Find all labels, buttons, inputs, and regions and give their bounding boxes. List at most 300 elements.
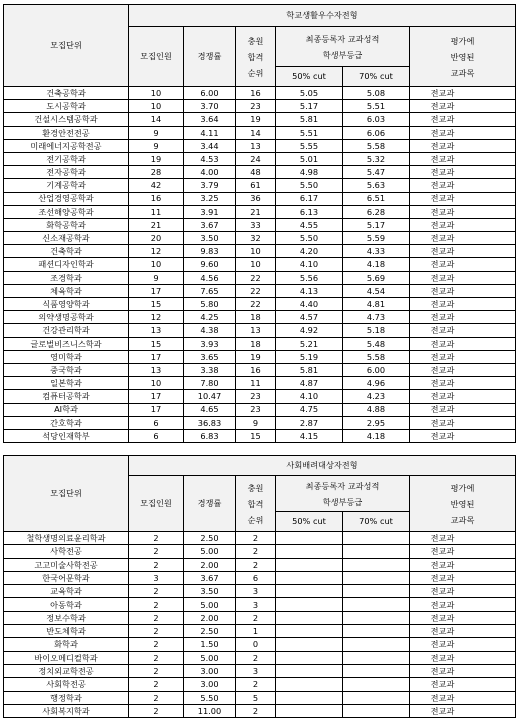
admission-table-social-care: [3, 455, 516, 718]
rank-cell: 14: [236, 126, 276, 139]
header-grade-line2: 학생부등급: [322, 496, 363, 507]
unit-cell: 화학과: [4, 638, 129, 651]
reflected-cell: 전교과: [410, 416, 516, 429]
unit-cell: 체육학과: [4, 284, 129, 297]
reflected-cell: 전교과: [410, 298, 516, 311]
cut70-cell: [343, 585, 410, 598]
cut50-cell: 2.87: [276, 416, 343, 429]
header-cut50: 50% cut: [276, 67, 343, 87]
header-count: 모집인원: [129, 476, 184, 532]
rank-cell: 2: [236, 704, 276, 717]
header-rank-line2: 합격: [247, 498, 264, 509]
rank-cell: 3: [236, 598, 276, 611]
cut70-cell: 5.47: [343, 166, 410, 179]
cut50-cell: 4.57: [276, 311, 343, 324]
unit-cell: 바이오메디컬학과: [4, 651, 129, 664]
cut70-cell: 6.51: [343, 192, 410, 205]
unit-cell: 일본학과: [4, 377, 129, 390]
header-rank-line3: 순위: [247, 514, 264, 525]
cut70-cell: [343, 704, 410, 717]
table-row: [4, 179, 516, 192]
unit-cell: 간호학과: [4, 416, 129, 429]
rate-cell: 2.50: [184, 625, 236, 638]
rate-cell: 3.70: [184, 100, 236, 113]
rate-cell: 5.00: [184, 545, 236, 558]
table-row: [4, 113, 516, 126]
cut50-cell: [276, 691, 343, 704]
cut50-cell: [276, 611, 343, 624]
cut70-cell: [343, 532, 410, 545]
cut50-cell: 4.87: [276, 377, 343, 390]
cut70-cell: 4.73: [343, 311, 410, 324]
cut50-cell: 4.15: [276, 429, 343, 442]
table-body: [4, 532, 516, 718]
table-row: [4, 245, 516, 258]
rate-cell: 3.93: [184, 337, 236, 350]
header-grade-line2: 학생부등급: [322, 49, 363, 60]
count-cell: 14: [129, 113, 184, 126]
rate-cell: 4.11: [184, 126, 236, 139]
rate-cell: 2.50: [184, 532, 236, 545]
header-cut70: 70% cut: [343, 512, 410, 532]
table-row: [4, 311, 516, 324]
rate-cell: 3.00: [184, 678, 236, 691]
table-row: [4, 139, 516, 152]
cut70-cell: [343, 571, 410, 584]
table-row: [4, 585, 516, 598]
count-cell: 17: [129, 390, 184, 403]
rate-cell: 3.50: [184, 232, 236, 245]
reflected-cell: 전교과: [410, 100, 516, 113]
count-cell: 9: [129, 271, 184, 284]
unit-cell: 패션디자인학과: [4, 258, 129, 271]
reflected-cell: 전교과: [410, 625, 516, 638]
cut50-cell: 4.10: [276, 390, 343, 403]
unit-cell: 도시공학과: [4, 100, 129, 113]
reflected-cell: 전교과: [410, 179, 516, 192]
unit-cell: 의약생명공학과: [4, 311, 129, 324]
table-row: [4, 100, 516, 113]
cut50-cell: [276, 664, 343, 677]
reflected-cell: 전교과: [410, 558, 516, 571]
cut70-cell: 6.28: [343, 205, 410, 218]
table-row: [4, 403, 516, 416]
unit-cell: 환경안전전공: [4, 126, 129, 139]
rate-cell: 3.91: [184, 205, 236, 218]
cut50-cell: 6.17: [276, 192, 343, 205]
rank-cell: 22: [236, 298, 276, 311]
rank-cell: 10: [236, 245, 276, 258]
cut50-cell: 5.50: [276, 179, 343, 192]
rank-cell: 2: [236, 678, 276, 691]
header-count: 모집인원: [129, 27, 184, 87]
rank-cell: 48: [236, 166, 276, 179]
header-rate: 경쟁률: [184, 476, 236, 532]
cut50-cell: [276, 651, 343, 664]
cut50-cell: 4.92: [276, 324, 343, 337]
unit-cell: 건설시스템공학과: [4, 113, 129, 126]
reflected-cell: 전교과: [410, 704, 516, 717]
reflected-cell: 전교과: [410, 598, 516, 611]
cut50-cell: 5.19: [276, 350, 343, 363]
reflected-cell: 전교과: [410, 691, 516, 704]
rank-cell: 22: [236, 284, 276, 297]
reflected-cell: 전교과: [410, 545, 516, 558]
rate-cell: 10.47: [184, 390, 236, 403]
unit-cell: 조경학과: [4, 271, 129, 284]
cut50-cell: [276, 571, 343, 584]
cut70-cell: 4.96: [343, 377, 410, 390]
header-rank-line1: 충원: [247, 482, 264, 493]
cut50-cell: 4.75: [276, 403, 343, 416]
unit-cell: 사학전공: [4, 545, 129, 558]
rate-cell: 4.53: [184, 152, 236, 165]
rank-cell: 16: [236, 87, 276, 100]
rate-cell: 4.65: [184, 403, 236, 416]
unit-cell: 건축공학과: [4, 87, 129, 100]
cut70-cell: 5.63: [343, 179, 410, 192]
reflected-cell: 전교과: [410, 337, 516, 350]
count-cell: 17: [129, 350, 184, 363]
unit-cell: 중국학과: [4, 363, 129, 376]
reflected-cell: 전교과: [410, 258, 516, 271]
rate-cell: 3.65: [184, 350, 236, 363]
unit-cell: 정보수학과: [4, 611, 129, 624]
count-cell: 2: [129, 625, 184, 638]
header-grade-line1: 최종등록자 교과성적: [305, 480, 380, 491]
header-reflected: [410, 476, 516, 532]
rate-cell: 3.44: [184, 139, 236, 152]
reflected-cell: 전교과: [410, 664, 516, 677]
rank-cell: 22: [236, 271, 276, 284]
unit-cell: 식품영양학과: [4, 298, 129, 311]
header-grade: [276, 27, 410, 67]
cut50-cell: [276, 598, 343, 611]
unit-cell: 건강관리학과: [4, 324, 129, 337]
reflected-cell: 전교과: [410, 218, 516, 231]
count-cell: 13: [129, 324, 184, 337]
rank-cell: 23: [236, 403, 276, 416]
unit-cell: 산업경영공학과: [4, 192, 129, 205]
cut70-cell: 6.03: [343, 113, 410, 126]
cut50-cell: 4.55: [276, 218, 343, 231]
rank-cell: 15: [236, 429, 276, 442]
reflected-cell: 전교과: [410, 126, 516, 139]
reflected-cell: 전교과: [410, 271, 516, 284]
table-row: [4, 284, 516, 297]
rate-cell: 3.38: [184, 363, 236, 376]
rank-cell: 2: [236, 651, 276, 664]
rate-cell: 2.00: [184, 611, 236, 624]
rate-cell: 2.00: [184, 558, 236, 571]
cut50-cell: 6.13: [276, 205, 343, 218]
cut70-cell: 6.00: [343, 363, 410, 376]
reflected-cell: 전교과: [410, 638, 516, 651]
unit-cell: 신소재공학과: [4, 232, 129, 245]
rank-cell: 33: [236, 218, 276, 231]
cut70-cell: 5.59: [343, 232, 410, 245]
rank-cell: 61: [236, 179, 276, 192]
header-cut50: 50% cut: [276, 512, 343, 532]
cut70-cell: 5.69: [343, 271, 410, 284]
rank-cell: 13: [236, 324, 276, 337]
count-cell: 21: [129, 218, 184, 231]
table-header: [4, 456, 516, 532]
count-cell: 16: [129, 192, 184, 205]
rate-cell: 9.60: [184, 258, 236, 271]
count-cell: 2: [129, 691, 184, 704]
header-reflected-line3: 교과목: [450, 67, 475, 78]
table-row: [4, 678, 516, 691]
rank-cell: 36: [236, 192, 276, 205]
cut50-cell: 4.13: [276, 284, 343, 297]
reflected-cell: 전교과: [410, 166, 516, 179]
rank-cell: 21: [236, 205, 276, 218]
rank-cell: 10: [236, 258, 276, 271]
rank-cell: 19: [236, 113, 276, 126]
cut50-cell: 5.50: [276, 232, 343, 245]
count-cell: 17: [129, 284, 184, 297]
rate-cell: 7.80: [184, 377, 236, 390]
header-rank-line3: 순위: [247, 67, 264, 78]
header-reflected-line1: 평가에: [450, 482, 475, 493]
table-row: [4, 218, 516, 231]
reflected-cell: 전교과: [410, 390, 516, 403]
count-cell: 2: [129, 545, 184, 558]
cut50-cell: 5.17: [276, 100, 343, 113]
unit-cell: 전자공학과: [4, 166, 129, 179]
rank-cell: 13: [236, 139, 276, 152]
cut50-cell: 4.40: [276, 298, 343, 311]
reflected-cell: 전교과: [410, 651, 516, 664]
cut70-cell: [343, 558, 410, 571]
rate-cell: 3.00: [184, 664, 236, 677]
count-cell: 9: [129, 139, 184, 152]
reflected-cell: 전교과: [410, 377, 516, 390]
header-rate: 경쟁률: [184, 27, 236, 87]
unit-cell: 사회학전공: [4, 678, 129, 691]
cut70-cell: [343, 598, 410, 611]
rate-cell: 6.00: [184, 87, 236, 100]
rate-cell: 5.00: [184, 598, 236, 611]
cut70-cell: 4.33: [343, 245, 410, 258]
table-header: [4, 5, 516, 87]
count-cell: 15: [129, 337, 184, 350]
reflected-cell: 전교과: [410, 585, 516, 598]
cut70-cell: 2.95: [343, 416, 410, 429]
header-rank: [236, 27, 276, 87]
reflected-cell: 전교과: [410, 232, 516, 245]
count-cell: 9: [129, 126, 184, 139]
count-cell: 2: [129, 598, 184, 611]
rank-cell: 24: [236, 152, 276, 165]
rate-cell: 5.80: [184, 298, 236, 311]
cut50-cell: [276, 678, 343, 691]
unit-cell: 교육학과: [4, 585, 129, 598]
rank-cell: 9: [236, 416, 276, 429]
table-row: [4, 571, 516, 584]
table-row: [4, 337, 516, 350]
count-cell: 42: [129, 179, 184, 192]
count-cell: 2: [129, 638, 184, 651]
cut70-cell: [343, 678, 410, 691]
rank-cell: 23: [236, 100, 276, 113]
rank-cell: 18: [236, 311, 276, 324]
rate-cell: 3.67: [184, 218, 236, 231]
rate-cell: 1.50: [184, 638, 236, 651]
reflected-cell: 전교과: [410, 363, 516, 376]
rank-cell: 18: [236, 337, 276, 350]
rank-cell: 16: [236, 363, 276, 376]
table-row: [4, 558, 516, 571]
count-cell: 2: [129, 651, 184, 664]
table-row: [4, 638, 516, 651]
table-row: [4, 532, 516, 545]
reflected-cell: 전교과: [410, 284, 516, 297]
reflected-cell: 전교과: [410, 350, 516, 363]
count-cell: 2: [129, 585, 184, 598]
header-rank-line2: 합격: [247, 51, 264, 62]
unit-cell: AI학과: [4, 403, 129, 416]
header-reflected: [410, 27, 516, 87]
cut50-cell: 5.55: [276, 139, 343, 152]
header-cut70: 70% cut: [343, 67, 410, 87]
cut70-cell: 4.18: [343, 429, 410, 442]
cut50-cell: 4.10: [276, 258, 343, 271]
rank-cell: 3: [236, 664, 276, 677]
unit-cell: 반도체학과: [4, 625, 129, 638]
reflected-cell: 전교과: [410, 403, 516, 416]
rank-cell: 2: [236, 611, 276, 624]
unit-cell: 컴퓨터공학과: [4, 390, 129, 403]
reflected-cell: 전교과: [410, 245, 516, 258]
reflected-cell: 전교과: [410, 571, 516, 584]
table-row: [4, 625, 516, 638]
count-cell: 2: [129, 558, 184, 571]
count-cell: 10: [129, 100, 184, 113]
cut70-cell: [343, 611, 410, 624]
cut50-cell: 4.98: [276, 166, 343, 179]
rate-cell: 4.25: [184, 311, 236, 324]
table-row: [4, 429, 516, 442]
rank-cell: 1: [236, 625, 276, 638]
table-row: [4, 205, 516, 218]
table-row: [4, 87, 516, 100]
rank-cell: 2: [236, 558, 276, 571]
table-body: [4, 87, 516, 443]
table-row: [4, 152, 516, 165]
count-cell: 28: [129, 166, 184, 179]
table-row: [4, 271, 516, 284]
cut50-cell: [276, 704, 343, 717]
group-title: 학교생활우수자전형: [129, 5, 516, 27]
rank-cell: 0: [236, 638, 276, 651]
unit-cell: 영미학과: [4, 350, 129, 363]
table-row: [4, 298, 516, 311]
table-row: [4, 324, 516, 337]
reflected-cell: 전교과: [410, 678, 516, 691]
unit-cell: 미래에너지공학전공: [4, 139, 129, 152]
table-row: [4, 126, 516, 139]
table-row: [4, 363, 516, 376]
rate-cell: 36.83: [184, 416, 236, 429]
count-cell: 2: [129, 678, 184, 691]
rank-cell: 2: [236, 545, 276, 558]
count-cell: 2: [129, 611, 184, 624]
count-cell: 15: [129, 298, 184, 311]
reflected-cell: 전교과: [410, 87, 516, 100]
count-cell: 11: [129, 205, 184, 218]
cut70-cell: 5.08: [343, 87, 410, 100]
rank-cell: 11: [236, 377, 276, 390]
header-reflected-line2: 반영된: [450, 498, 475, 509]
reflected-cell: 전교과: [410, 192, 516, 205]
cut70-cell: [343, 651, 410, 664]
header-unit: 모집단위: [4, 456, 129, 532]
rank-cell: 3: [236, 585, 276, 598]
unit-cell: 정치외교학전공: [4, 664, 129, 677]
cut50-cell: [276, 532, 343, 545]
table-row: [4, 704, 516, 717]
table-row: [4, 377, 516, 390]
count-cell: 19: [129, 152, 184, 165]
table-row: [4, 664, 516, 677]
unit-cell: 행정학과: [4, 691, 129, 704]
reflected-cell: 전교과: [410, 152, 516, 165]
count-cell: 10: [129, 377, 184, 390]
count-cell: 2: [129, 704, 184, 717]
table-row: [4, 232, 516, 245]
header-rank: [236, 476, 276, 532]
cut50-cell: 4.20: [276, 245, 343, 258]
cut50-cell: 5.05: [276, 87, 343, 100]
cut50-cell: [276, 638, 343, 651]
reflected-cell: 전교과: [410, 532, 516, 545]
cut50-cell: 5.81: [276, 363, 343, 376]
cut50-cell: [276, 625, 343, 638]
rate-cell: 3.64: [184, 113, 236, 126]
cut70-cell: [343, 691, 410, 704]
table-row: [4, 390, 516, 403]
rank-cell: 2: [236, 532, 276, 545]
cut70-cell: 4.54: [343, 284, 410, 297]
cut70-cell: 5.18: [343, 324, 410, 337]
table-row: [4, 598, 516, 611]
unit-cell: 건축학과: [4, 245, 129, 258]
table-row: [4, 691, 516, 704]
cut50-cell: [276, 558, 343, 571]
cut70-cell: 5.58: [343, 139, 410, 152]
rank-cell: 23: [236, 390, 276, 403]
rate-cell: 4.38: [184, 324, 236, 337]
table-row: [4, 350, 516, 363]
cut70-cell: 5.32: [343, 152, 410, 165]
rate-cell: 5.00: [184, 651, 236, 664]
count-cell: 20: [129, 232, 184, 245]
header-rank-line1: 충원: [247, 35, 264, 46]
cut70-cell: 5.58: [343, 350, 410, 363]
rate-cell: 6.83: [184, 429, 236, 442]
cut70-cell: 4.81: [343, 298, 410, 311]
cut50-cell: [276, 545, 343, 558]
table-row: [4, 651, 516, 664]
table-row: [4, 545, 516, 558]
cut70-cell: [343, 545, 410, 558]
reflected-cell: 전교과: [410, 611, 516, 624]
reflected-cell: 전교과: [410, 113, 516, 126]
reflected-cell: 전교과: [410, 139, 516, 152]
unit-cell: 조선해양공학과: [4, 205, 129, 218]
